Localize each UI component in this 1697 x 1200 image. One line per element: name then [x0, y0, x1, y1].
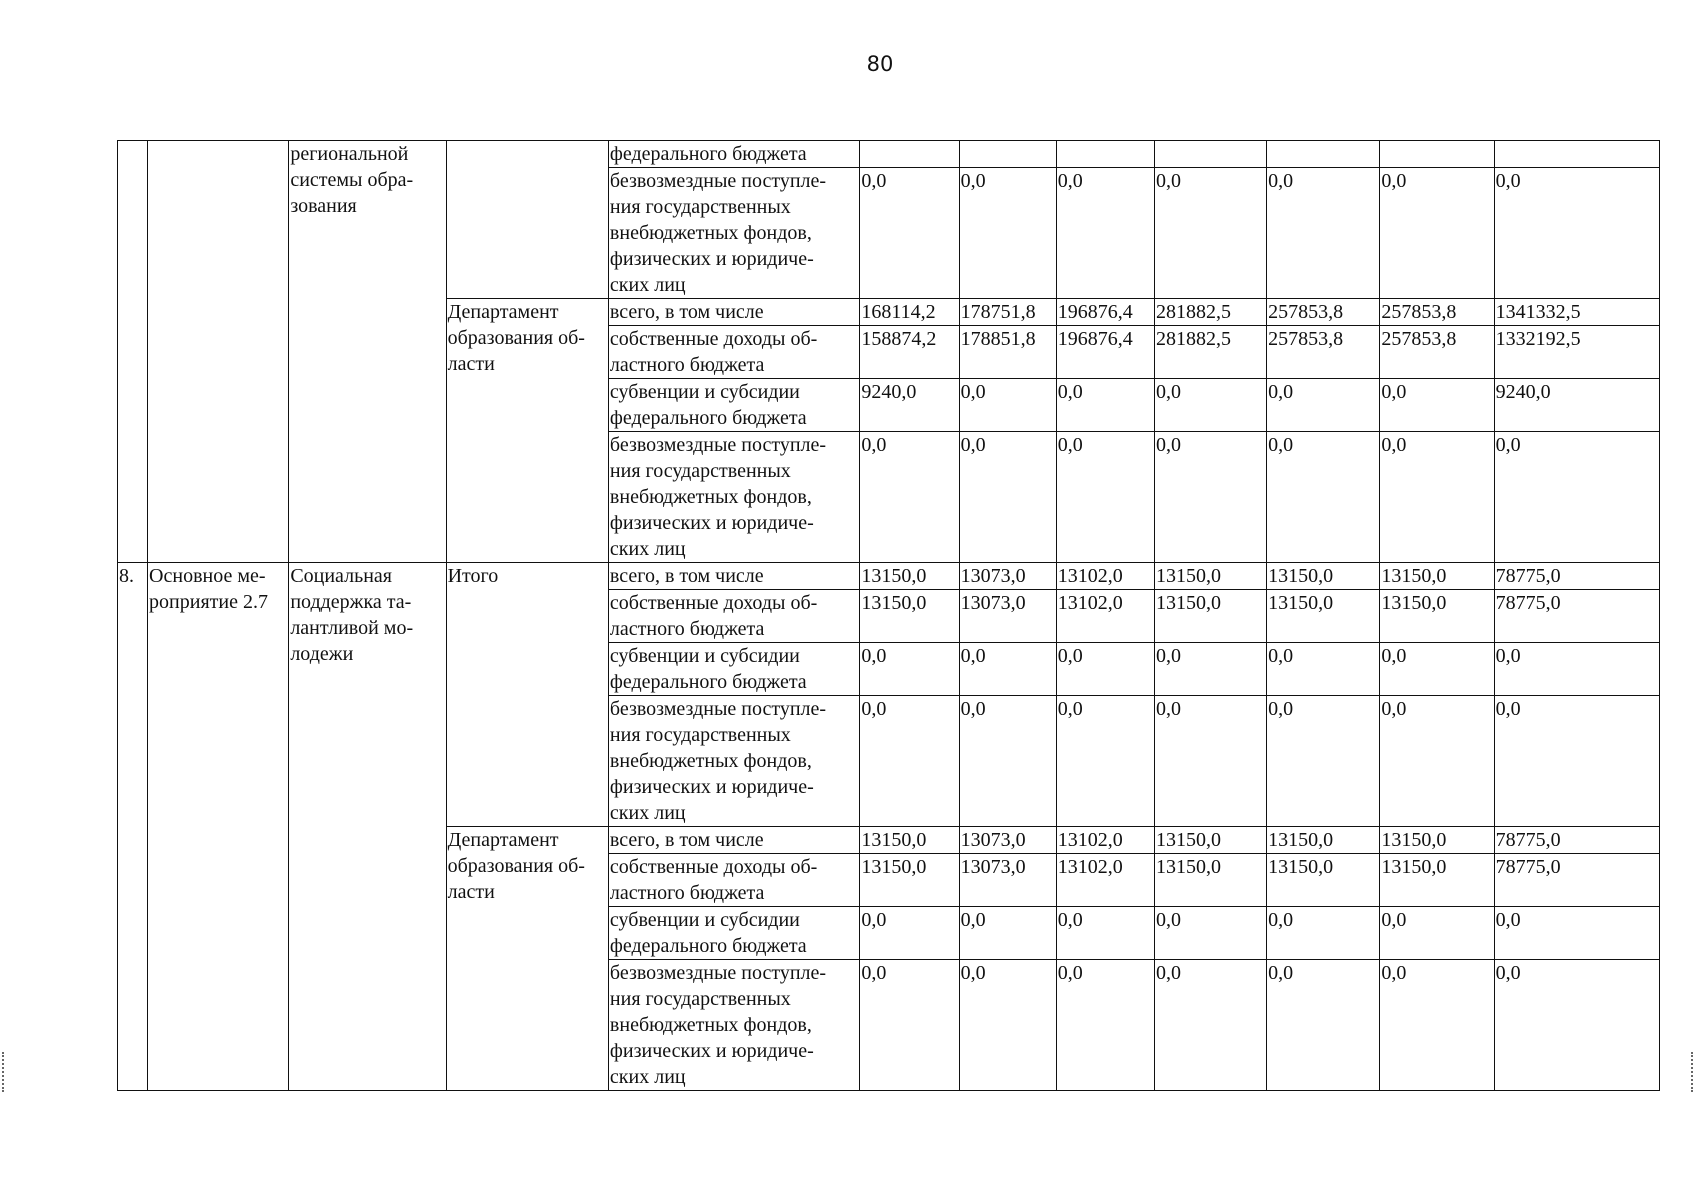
value-cell: 257853,8: [1267, 326, 1380, 379]
funding-source-cell: всего, в том числе: [608, 563, 859, 590]
value-cell: 13150,0: [1267, 590, 1380, 643]
row-number-cell: 8.: [118, 563, 148, 1091]
funding-source-cell: федерального бюджета: [608, 141, 859, 168]
value-cell: 0,0: [959, 432, 1056, 563]
total-cell: 0,0: [1494, 168, 1659, 299]
value-cell: 0,0: [1267, 960, 1380, 1091]
value-cell: 13150,0: [1154, 563, 1266, 590]
value-cell: 0,0: [1056, 907, 1154, 960]
value-cell: [959, 141, 1056, 168]
value-cell: 0,0: [860, 696, 959, 827]
program-name-cell: региональной системы обра- зования: [289, 141, 446, 563]
value-cell: 13150,0: [1380, 563, 1494, 590]
funding-source-cell: безвозмездные поступле- ния государственных внебюджетных фондов, физических и юридиче- ских лиц: [608, 432, 859, 563]
value-cell: 0,0: [860, 643, 959, 696]
value-cell: [1267, 141, 1380, 168]
value-cell: [1154, 141, 1266, 168]
total-cell: [1494, 141, 1659, 168]
value-cell: 13150,0: [860, 854, 959, 907]
event-cell: Основное ме- роприятие 2.7: [148, 563, 289, 1091]
value-cell: 0,0: [1267, 379, 1380, 432]
value-cell: 0,0: [1154, 907, 1266, 960]
value-cell: 13102,0: [1056, 827, 1154, 854]
value-cell: 0,0: [1380, 960, 1494, 1091]
funding-source-cell: собственные доходы об- ластного бюджета: [608, 590, 859, 643]
value-cell: 0,0: [1154, 379, 1266, 432]
value-cell: 178751,8: [959, 299, 1056, 326]
value-cell: 196876,4: [1056, 326, 1154, 379]
value-cell: 13150,0: [1267, 827, 1380, 854]
value-cell: 0,0: [1154, 643, 1266, 696]
funding-source-cell: субвенции и субсидии федерального бюджета: [608, 379, 859, 432]
value-cell: 13102,0: [1056, 590, 1154, 643]
value-cell: 13102,0: [1056, 854, 1154, 907]
event-cell: [148, 141, 289, 563]
value-cell: 13073,0: [959, 563, 1056, 590]
total-cell: 78775,0: [1494, 827, 1659, 854]
value-cell: 0,0: [1380, 379, 1494, 432]
value-cell: 281882,5: [1154, 326, 1266, 379]
value-cell: 13150,0: [860, 590, 959, 643]
responsible-cell: Департамент образования об- ласти: [446, 299, 608, 563]
page-number: 80: [866, 52, 894, 76]
value-cell: 0,0: [1056, 960, 1154, 1091]
value-cell: 0,0: [1056, 643, 1154, 696]
total-cell: 1341332,5: [1494, 299, 1659, 326]
funding-source-cell: всего, в том числе: [608, 299, 859, 326]
funding-source-cell: безвозмездные поступле- ния государственных внебюджетных фондов, физических и юридиче- ских лиц: [608, 696, 859, 827]
budget-table: [117, 140, 1660, 1091]
value-cell: 13150,0: [1154, 827, 1266, 854]
value-cell: 13150,0: [860, 827, 959, 854]
value-cell: 13150,0: [1380, 827, 1494, 854]
value-cell: 257853,8: [1267, 299, 1380, 326]
value-cell: 0,0: [1056, 168, 1154, 299]
value-cell: 0,0: [1154, 432, 1266, 563]
funding-source-cell: собственные доходы об- ластного бюджета: [608, 854, 859, 907]
value-cell: 0,0: [1380, 643, 1494, 696]
scan-edge-mark-right: [1691, 1052, 1695, 1092]
value-cell: 0,0: [959, 168, 1056, 299]
responsible-cell: Итого: [446, 563, 608, 827]
value-cell: 13073,0: [959, 827, 1056, 854]
value-cell: 0,0: [959, 379, 1056, 432]
responsible-cell: Департамент образования об- ласти: [446, 827, 608, 1091]
table-row: [118, 141, 1660, 168]
total-cell: 78775,0: [1494, 563, 1659, 590]
program-name-cell: Социальная поддержка та- лантливой мо- лодежи: [289, 563, 446, 1091]
value-cell: 0,0: [959, 960, 1056, 1091]
total-cell: 78775,0: [1494, 590, 1659, 643]
value-cell: [1056, 141, 1154, 168]
value-cell: 0,0: [1056, 432, 1154, 563]
value-cell: 0,0: [1380, 168, 1494, 299]
table-row: [118, 563, 1660, 590]
total-cell: 0,0: [1494, 907, 1659, 960]
funding-source-cell: субвенции и субсидии федерального бюджета: [608, 907, 859, 960]
value-cell: 13150,0: [1267, 563, 1380, 590]
funding-source-cell: субвенции и субсидии федерального бюджета: [608, 643, 859, 696]
total-cell: 1332192,5: [1494, 326, 1659, 379]
value-cell: 0,0: [1267, 168, 1380, 299]
funding-source-cell: всего, в том числе: [608, 827, 859, 854]
value-cell: 196876,4: [1056, 299, 1154, 326]
value-cell: 257853,8: [1380, 326, 1494, 379]
total-cell: 0,0: [1494, 643, 1659, 696]
value-cell: 0,0: [1154, 696, 1266, 827]
value-cell: 13073,0: [959, 590, 1056, 643]
value-cell: 13150,0: [1380, 854, 1494, 907]
value-cell: 0,0: [1380, 432, 1494, 563]
value-cell: 0,0: [1267, 696, 1380, 827]
value-cell: 168114,2: [860, 299, 959, 326]
value-cell: 0,0: [1056, 696, 1154, 827]
value-cell: 13150,0: [1267, 854, 1380, 907]
value-cell: 0,0: [860, 907, 959, 960]
value-cell: 0,0: [1380, 907, 1494, 960]
responsible-cell: [446, 141, 608, 299]
total-cell: 78775,0: [1494, 854, 1659, 907]
scan-edge-mark-left: [2, 1052, 6, 1092]
value-cell: 13150,0: [1154, 854, 1266, 907]
value-cell: 9240,0: [860, 379, 959, 432]
value-cell: [1380, 141, 1494, 168]
value-cell: 0,0: [1267, 432, 1380, 563]
value-cell: [860, 141, 959, 168]
value-cell: 0,0: [1267, 643, 1380, 696]
value-cell: 0,0: [860, 168, 959, 299]
value-cell: 13150,0: [1380, 590, 1494, 643]
value-cell: 0,0: [1154, 960, 1266, 1091]
value-cell: 257853,8: [1380, 299, 1494, 326]
funding-source-cell: безвозмездные поступле- ния государственных внебюджетных фондов, физических и юридиче- ских лиц: [608, 168, 859, 299]
value-cell: 13102,0: [1056, 563, 1154, 590]
total-cell: 0,0: [1494, 696, 1659, 827]
value-cell: 0,0: [959, 696, 1056, 827]
value-cell: 0,0: [959, 907, 1056, 960]
funding-source-cell: собственные доходы об- ластного бюджета: [608, 326, 859, 379]
funding-source-cell: безвозмездные поступле- ния государственных внебюджетных фондов, физических и юридиче- ских лиц: [608, 960, 859, 1091]
value-cell: 13073,0: [959, 854, 1056, 907]
value-cell: 0,0: [1056, 379, 1154, 432]
value-cell: 0,0: [1380, 696, 1494, 827]
total-cell: 9240,0: [1494, 379, 1659, 432]
value-cell: 13150,0: [1154, 590, 1266, 643]
row-number-cell: [118, 141, 148, 563]
value-cell: 0,0: [959, 643, 1056, 696]
total-cell: 0,0: [1494, 432, 1659, 563]
value-cell: 0,0: [1267, 907, 1380, 960]
value-cell: 0,0: [860, 960, 959, 1091]
value-cell: 281882,5: [1154, 299, 1266, 326]
total-cell: 0,0: [1494, 960, 1659, 1091]
value-cell: 0,0: [1154, 168, 1266, 299]
value-cell: 158874,2: [860, 326, 959, 379]
value-cell: 13150,0: [860, 563, 959, 590]
value-cell: 0,0: [860, 432, 959, 563]
value-cell: 178851,8: [959, 326, 1056, 379]
